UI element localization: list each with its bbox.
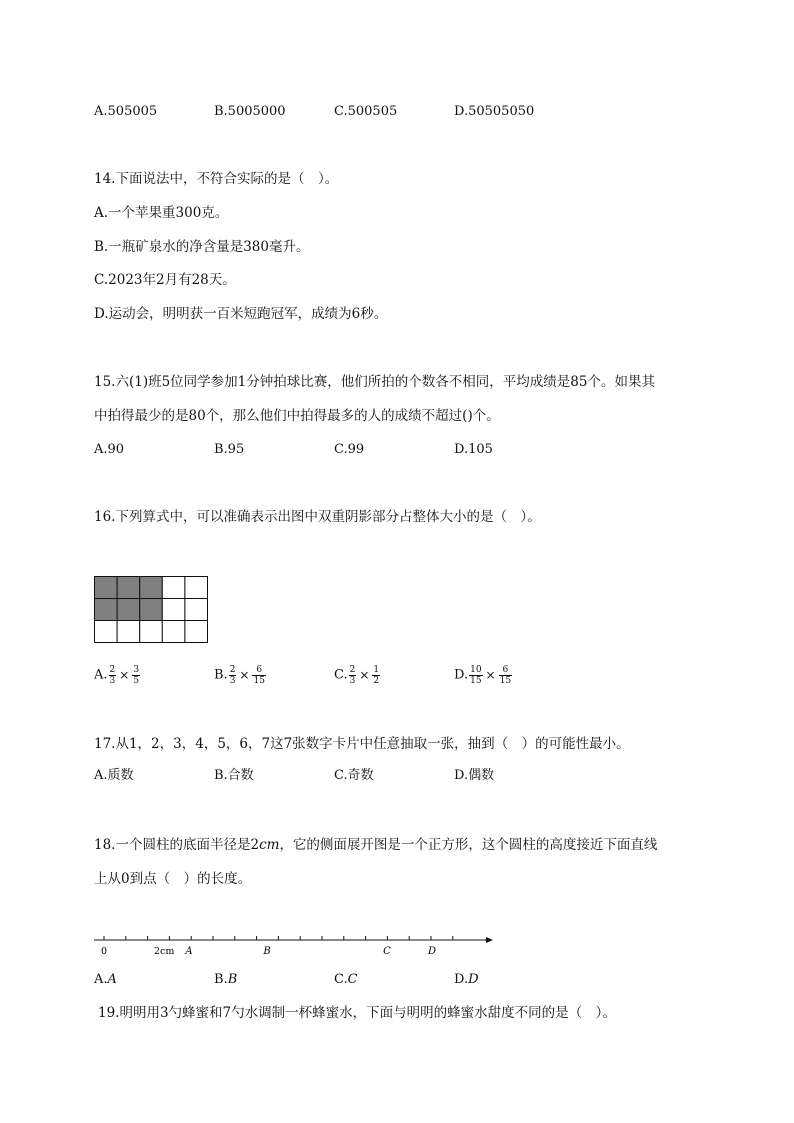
label-2cm: 2cm [154,946,175,957]
q16-option-d [454,662,513,689]
q18-options [94,970,714,990]
q14-stem: 14.下面说法中，不符合实际的是（ ）。 [94,171,339,187]
q18-stem-line1 [94,835,657,855]
q18-stem-part1: 18.一个圆柱的底面半径是2 [94,837,260,853]
q17-option-a: A.质数 [94,768,134,783]
fraction [469,665,482,686]
numerator: 6 [252,665,265,676]
fraction [229,665,237,686]
grid-cell [185,577,208,599]
label-zero: 0 [101,946,108,957]
q13-option-b: B.5005000 [214,104,286,119]
times-sign: × [359,668,370,682]
q16-option-a-letter: A. [94,667,108,683]
q18-stem-line2: 上从0到点（ ）的长度。 [94,871,252,887]
q13-options [94,102,714,122]
grid-cell-shaded [117,599,140,621]
fraction [372,665,380,686]
point-label-c: C [383,946,391,957]
q19-stem: 19.明明用3勺蜂蜜和7勺水调制一杯蜂蜜水，下面与明明的蜂蜜水甜度不同的是（ ）。 [98,1005,616,1021]
q15-option-c: C.99 [334,442,365,457]
point-label-d: D [427,946,437,957]
fraction [109,665,117,686]
q14-option-a: A.一个苹果重300克。 [94,205,229,221]
grid-cell [162,599,185,621]
q16-option-c [334,662,381,689]
q18-option-c-value: C [347,972,358,987]
grid-cell [117,621,140,643]
q18-option-c [334,970,358,990]
q17-options [94,766,714,786]
grid-cell [162,621,185,643]
fraction [349,665,357,686]
point-label-a: A [185,946,193,957]
grid-cell-shaded [95,599,118,621]
q18-option-c-letter: C. [334,972,348,987]
numerator: 2 [349,664,356,675]
q18-option-b-letter: B. [214,972,228,987]
numerator: 2 [109,664,116,675]
numerator: 6 [499,665,512,676]
q16-option-b [214,662,267,689]
times-sign: × [239,668,250,682]
q13-option-c: C.500505 [334,104,398,119]
grid-cell-shaded [117,577,140,599]
q17-option-c: C.奇数 [334,768,374,783]
q15-option-d: D.105 [454,442,493,457]
grid-cell [162,577,185,599]
numerator: 10 [470,664,482,675]
q17-option-b: B.合数 [214,768,254,783]
q15-stem-line2: 中拍得最少的是80个，那么他们中拍得最多的人的成绩不超过()个。 [94,408,500,424]
q15-stem-line1: 15.六(1)班5位同学参加1分钟拍球比赛，他们所拍的个数各不相同，平均成绩是85个。如果其 [94,374,655,390]
q17-stem: 17.从1，2，3，4，5，6，7这7张数字卡片中任意抽取一张，抽到（ ）的可能性最小。 [94,736,630,752]
grid-cell [95,621,118,643]
q16-option-d-letter: D. [454,667,469,683]
denominator: 3 [349,675,356,686]
number-line-ticks [104,936,453,940]
q17-option-d: D.偶数 [454,768,495,783]
q18-option-b-value: B [227,972,238,987]
q18-option-d [454,970,479,990]
denominator: 3 [229,675,236,686]
q16-option-b-letter: B. [214,667,228,683]
q15-option-a: A.90 [94,442,125,457]
denominator: 3 [109,675,116,686]
grid-cell [185,621,208,643]
grid-cell [185,599,208,621]
q18-stem-part2: ，它的侧面展开图是一个正方形，这个圆柱的高度接近下面直线 [279,837,658,853]
q14-option-c: C.2023年2月有28天。 [94,272,236,288]
denominator: 2 [373,675,380,686]
q14-option-d: D.运动会，明明获一百米短跑冠军，成绩为6秒。 [94,306,388,322]
grid-cell-shaded [140,577,163,599]
q15-options [94,440,714,460]
q18-option-b [214,970,237,990]
grid-cell-shaded [140,599,163,621]
q16-stem: 16.下列算式中，可以准确表示出图中双重阴影部分占整体大小的是（ ）。 [94,509,541,525]
q18-option-d-value: D [468,972,479,987]
number-line-arrow [486,937,493,943]
numerator: 2 [229,664,236,675]
q18-option-a-value: A [107,972,117,987]
q16-option-c-letter: C. [334,667,348,683]
point-label-b: B [263,946,271,957]
number-line-figure [90,928,500,962]
grid-cell [140,621,163,643]
denominator: 5 [133,675,140,686]
q13-option-a: A.505005 [94,104,158,119]
grid-cell-shaded [95,577,118,599]
fraction [252,665,265,686]
q13-option-d: D.50505050 [454,104,535,119]
q16-option-a [94,662,141,689]
q18-option-a [94,970,117,990]
fraction [132,665,140,686]
denominator: 15 [253,675,265,686]
q14-option-b: B.一瓶矿泉水的净含量是380毫升。 [94,239,310,255]
q18-option-d-letter: D. [454,972,469,987]
times-sign: × [485,668,496,682]
times-sign: × [119,668,130,682]
q18-unit-cm: cm [259,837,280,853]
denominator: 15 [470,675,482,686]
fraction [499,665,512,686]
numerator: 1 [373,664,380,675]
q15-option-b: B.95 [214,442,245,457]
fraction-grid-figure [94,576,210,644]
q18-option-a-letter: A. [94,972,108,987]
denominator: 15 [499,675,512,686]
numerator: 3 [133,664,140,675]
q16-options [94,662,714,688]
